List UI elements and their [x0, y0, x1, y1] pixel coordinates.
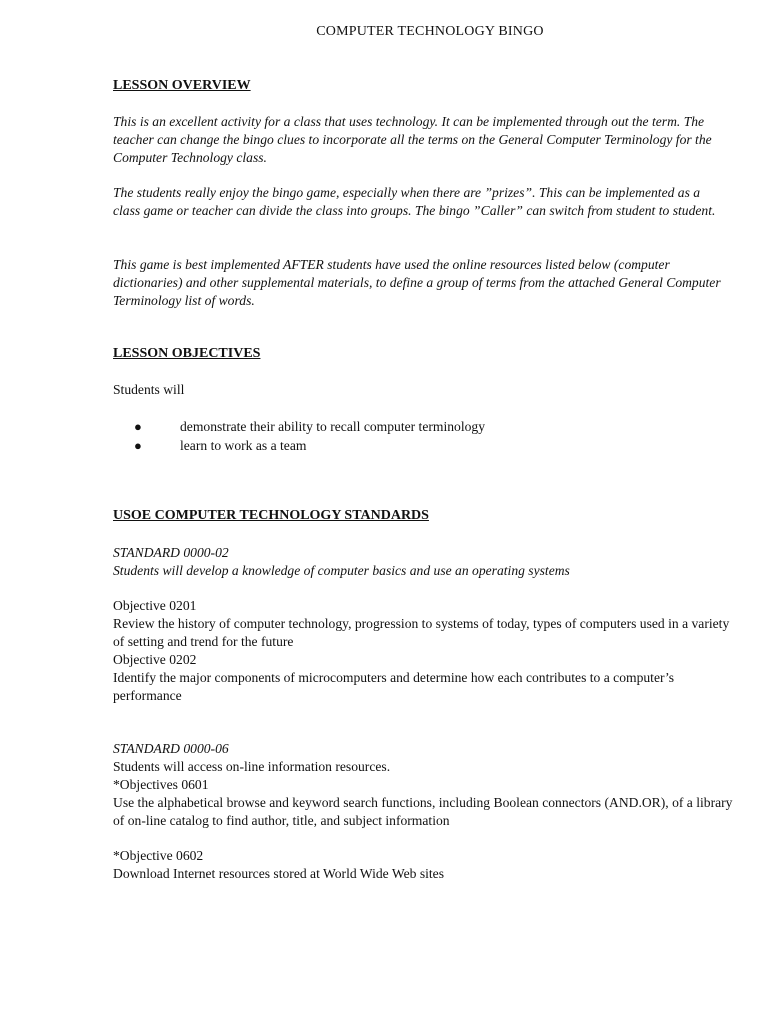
bullet-text: learn to work as a team — [180, 438, 307, 453]
objective-0201-label: Objective 0201 — [113, 598, 197, 613]
overview-paragraph-1: This is an excellent activity for a class that uses technology. It can be implemented through out the term. The teacher can change the bingo clues to incorporate all the terms on the General Computer Terminology for the Computer Technology class. — [113, 114, 712, 165]
overview-paragraph-3: This game is best implemented AFTER students have used the online resources listed below (computer dictionaries) and other supplemental materials, to define a group of terms from the attached General Computer Terminology list of words. — [113, 257, 721, 308]
objective-0602-label: *Objective 0602 — [113, 848, 204, 863]
lesson-objectives-heading: LESSON OBJECTIVES — [113, 346, 261, 361]
objective-0201-text: Review the history of computer technology, progression to systems of today, types of computers used in a variety of setting and trend for the future — [113, 616, 730, 649]
standard-02-description: Students will develop a knowledge of computer basics and use an operating systems — [113, 563, 570, 578]
objective-0601-label: *Objectives 0601 — [113, 777, 209, 792]
objective-0601-text: Use the alphabetical browse and keyword search functions, including Boolean connectors (AND.OR), of a library of on-line catalog to find author, title, and subject information — [113, 795, 733, 828]
standard-06-description: Students will access on-line information resources. — [113, 759, 391, 774]
bullet-icon: ● — [134, 419, 142, 434]
standard-02-label: STANDARD 0000-02 — [113, 545, 229, 560]
objective-0202-text: Identify the major components of microcomputers and determine how each contributes to a computer’s performance — [113, 670, 675, 703]
bullet-icon: ● — [134, 438, 142, 453]
standard-06-label: STANDARD 0000-06 — [113, 741, 229, 756]
objective-0202-label: Objective 0202 — [113, 652, 197, 667]
objectives-intro: Students will — [113, 382, 185, 397]
overview-paragraph-2: The students really enjoy the bingo game, especially when there are ”prizes”. This can be implemented as a class game or teacher can divide the class into groups. The bingo ”Caller” can switch from student to student. — [113, 185, 716, 218]
bullet-text: demonstrate their ability to recall computer terminology — [180, 419, 486, 434]
document-title: COMPUTER TECHNOLOGY BINGO — [316, 24, 544, 39]
objective-0602-text: Download Internet resources stored at World Wide Web sites — [113, 866, 444, 881]
lesson-overview-heading: LESSON OVERVIEW — [113, 78, 251, 93]
standards-heading: USOE COMPUTER TECHNOLOGY STANDARDS — [113, 508, 429, 523]
